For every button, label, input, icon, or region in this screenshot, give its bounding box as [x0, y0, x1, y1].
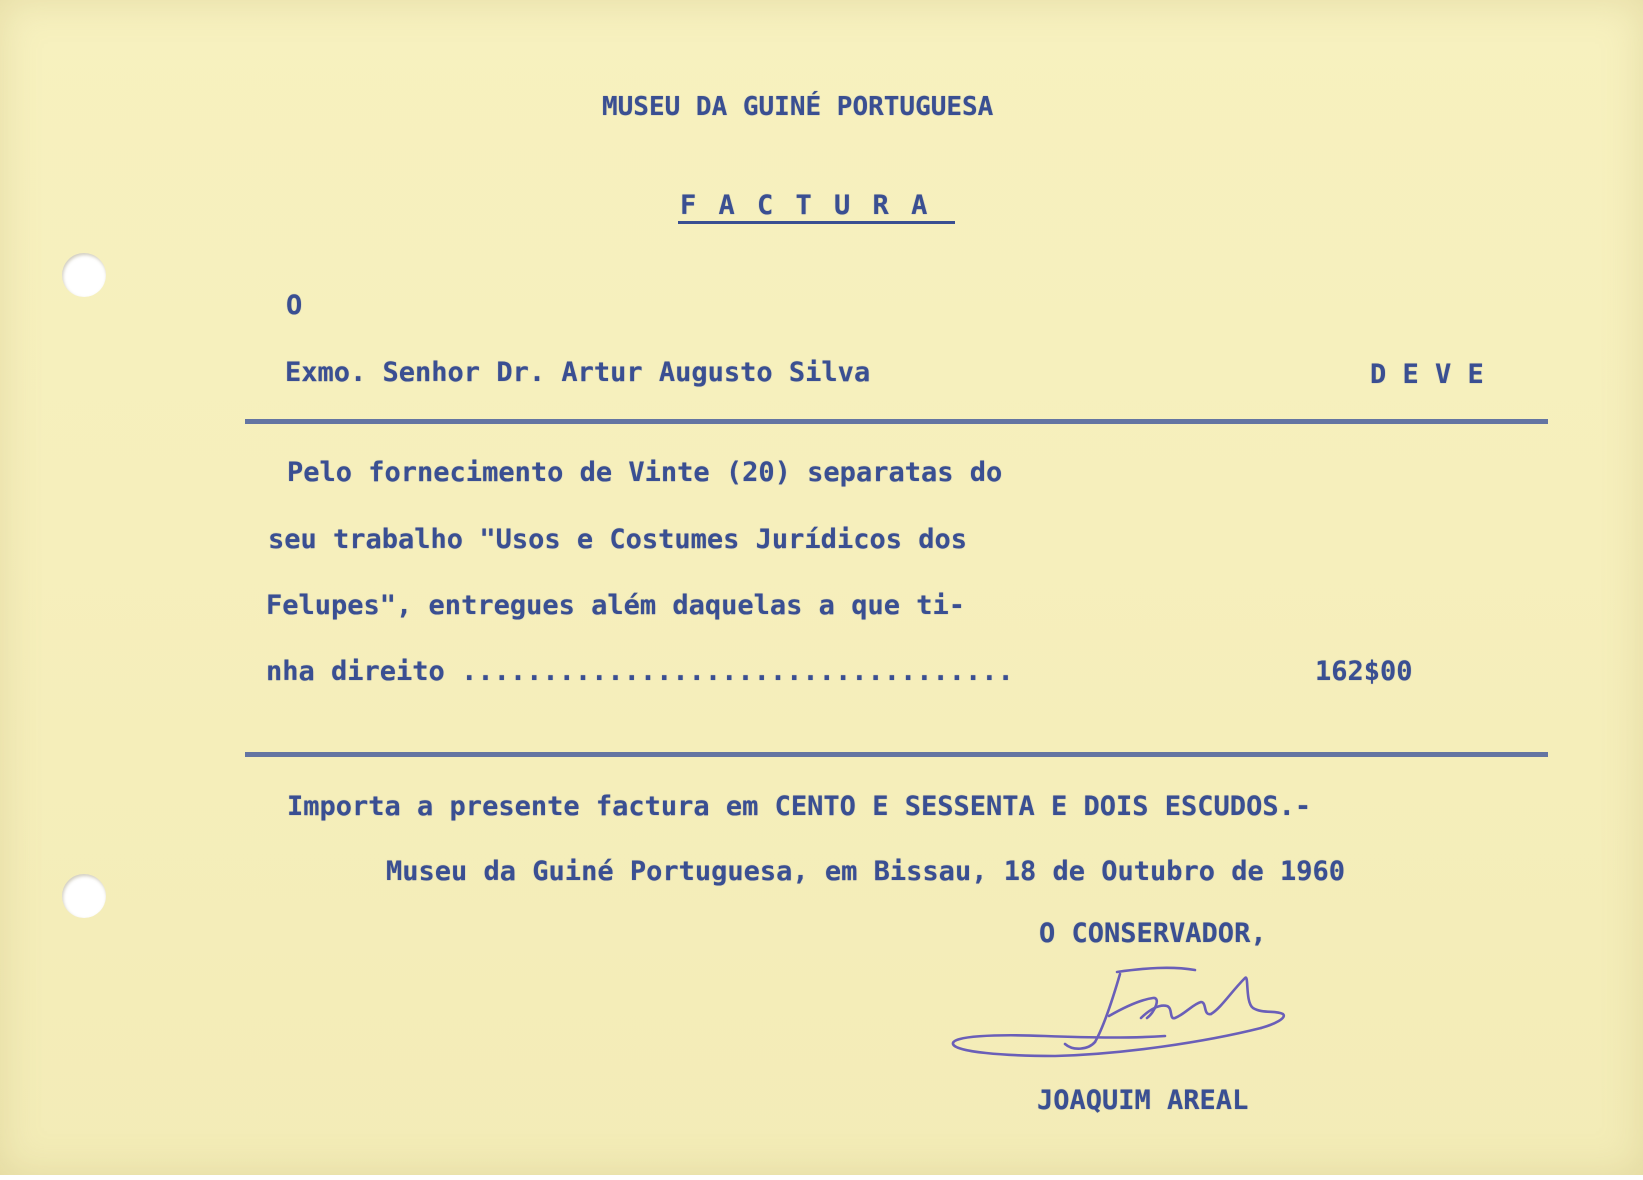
- divider-top: [245, 419, 1548, 424]
- signature: [945, 958, 1345, 1068]
- body-line-4: nha direito ..................................: [266, 656, 1014, 687]
- signer-name: JOAQUIM AREAL: [1037, 1085, 1249, 1116]
- deve-label: D E V E: [1370, 359, 1484, 390]
- place-and-date: Museu da Guiné Portuguesa, em Bissau, 18 de Outubro de 1960: [386, 856, 1346, 887]
- body-line-2: seu trabalho "Usos e Costumes Jurídicos dos: [268, 524, 967, 555]
- body-line-3: Felupes", entregues além daquelas a que ti-: [266, 590, 965, 621]
- signer-title: O CONSERVADOR,: [1039, 918, 1267, 949]
- total-in-words: Importa a presente factura em CENTO E SESSENTA E DOIS ESCUDOS.-: [287, 791, 1312, 822]
- document-title: F A C T U R A: [680, 190, 931, 221]
- title-underline: [678, 221, 955, 224]
- divider-bottom: [245, 752, 1548, 757]
- body-line-1: Pelo fornecimento de Vinte (20) separatas do: [287, 457, 1003, 488]
- recipient-article: O: [286, 290, 303, 321]
- amount-value: 162$00: [1315, 656, 1413, 687]
- punch-hole-top: [62, 253, 106, 297]
- institution-header: MUSEU DA GUINÉ PORTUGUESA: [602, 92, 994, 122]
- recipient-name: Exmo. Senhor Dr. Artur Augusto Silva: [285, 357, 871, 388]
- punch-hole-bottom: [62, 874, 106, 918]
